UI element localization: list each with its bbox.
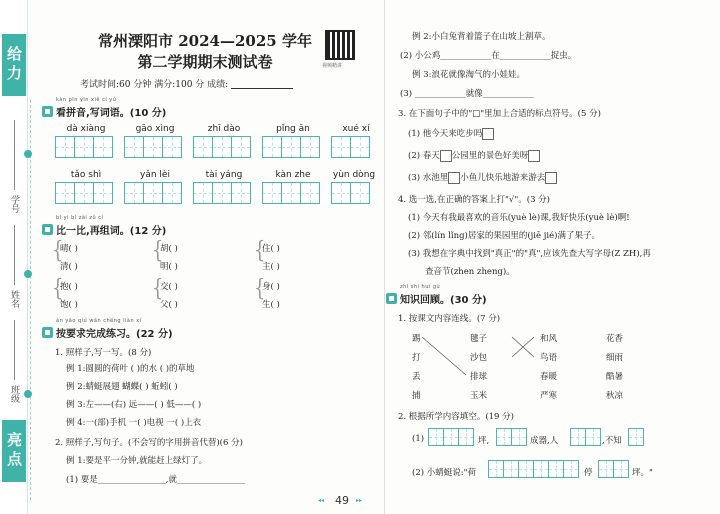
compare-item[interactable]: 晴( ) [60, 244, 78, 254]
punct-3-text-a: (3) 水池里 [408, 173, 449, 183]
match-line [422, 337, 466, 375]
brace: { [52, 274, 64, 302]
q-write-sentence: 2. 照样子,写句子。(不会写的字用拼音代替)(6 分) [55, 438, 243, 448]
compare-item[interactable]: 父( ) [160, 300, 178, 310]
label-name: 姓名 [9, 290, 19, 308]
answer-grid[interactable] [55, 182, 112, 204]
fill-2-prefix: (2) 小蜻蜓说:"荷 [412, 468, 477, 478]
pinyin-prompt: tài yáng [205, 170, 243, 180]
choose-3[interactable]: (3) 我想在字典中找到"真正"的"真",应该先查大写字母(Z ZH),再 [408, 249, 651, 259]
binding-hole [24, 150, 32, 158]
compare-item[interactable]: 明( ) [160, 262, 178, 272]
compare-item[interactable]: 交( ) [160, 282, 178, 292]
section3-heading [42, 325, 173, 340]
section-icon [42, 106, 53, 117]
compare-item[interactable]: 饱( ) [60, 300, 78, 310]
punct-3 [408, 171, 557, 184]
section-icon [42, 327, 53, 338]
q-choose: 4. 选一选,在正确的答案上打"√"。(3 分) [398, 195, 550, 205]
match-item[interactable]: 玉米 [470, 391, 488, 401]
fill-grid[interactable] [598, 460, 628, 478]
choose-3b[interactable]: 查音节(zhen zheng)。 [425, 267, 515, 277]
punct-box[interactable] [440, 150, 452, 162]
fill-grid[interactable] [570, 428, 600, 446]
exam-title-line1: 常州溧阳市 2024—2025 学年 [98, 32, 312, 50]
fill-1-b: 成器,人 [530, 436, 559, 446]
punct-box[interactable] [528, 150, 540, 162]
compare-item[interactable]: 身( ) [262, 282, 280, 292]
answer-grid[interactable] [331, 182, 369, 204]
section-icon [42, 224, 53, 235]
section1-heading [42, 104, 166, 119]
pinyin-prompt: yùn dòng [332, 170, 376, 180]
match-item[interactable]: 春暖 [540, 372, 558, 382]
match-item[interactable]: 打 [412, 353, 421, 363]
q-fill-blank: 2. 根据所学内容填空。(19 分) [398, 412, 514, 422]
pinyin-prompt: dà xiàng [66, 124, 106, 134]
match-item[interactable]: 沙包 [470, 353, 488, 363]
section2-pinyin: bǐ yi bǐ zài zǔ cí [56, 215, 104, 221]
match-item[interactable]: 细雨 [606, 353, 624, 363]
score-blank[interactable] [231, 81, 293, 89]
match-item[interactable]: 毽子 [470, 334, 488, 344]
pinyin-prompt: tǎo shì [70, 170, 102, 180]
answer-grid[interactable] [55, 136, 112, 158]
section3-pinyin: àn yāo qiú wán chéng liàn xí [56, 318, 142, 324]
page-arrow-left-icon: ◂◂ [318, 497, 325, 504]
page-arrow-right-icon: ▸▸ [356, 497, 363, 504]
label-student-id: 学号 [9, 195, 19, 213]
compare-item[interactable]: 清( ) [60, 262, 78, 272]
pinyin-prompt: zhī dào [207, 124, 241, 134]
qr-code-icon[interactable] [325, 30, 355, 60]
fill-1-prefix: (1) [412, 434, 425, 444]
fill-2-a: 停 [584, 468, 593, 478]
brace: { [152, 274, 164, 302]
section2-heading [42, 222, 166, 237]
fill-grid[interactable] [628, 428, 643, 446]
section-icon [386, 293, 397, 304]
fill-grid[interactable] [428, 428, 473, 446]
section4-title: 知识回顾。(30 分) [400, 295, 487, 306]
tab-top: 给力 [2, 34, 26, 96]
match-item[interactable]: 和风 [540, 334, 558, 344]
match-item[interactable]: 踢 [412, 334, 421, 344]
section4-pinyin: zhī shi huí gù [400, 284, 441, 290]
q-punctuation: 3. 在下面句子中的"□"里加上合适的标点符号。(5 分) [398, 109, 601, 119]
punct-box[interactable] [482, 128, 494, 140]
exam-info [80, 77, 293, 90]
answer-grid[interactable] [262, 182, 319, 204]
pinyin-prompt: xué xí [342, 124, 370, 134]
brace: { [152, 236, 164, 264]
pinyin-prompt: gāo xìng [135, 124, 175, 134]
tab-bottom: 亮点 [2, 420, 26, 482]
answer-grid[interactable] [193, 136, 250, 158]
example-3[interactable]: 例 3:左——(右) 远——( ) 低——( ) [66, 400, 202, 410]
exam-info-text: 考试时间:60 分钟 满分:100 分 成绩: [80, 80, 229, 90]
match-item[interactable]: 秋凉 [606, 391, 624, 401]
page-number: 49 [335, 494, 349, 507]
punct-box[interactable] [448, 172, 460, 184]
match-item[interactable]: 排球 [470, 372, 488, 382]
match-item[interactable]: 花香 [606, 334, 624, 344]
section2-title: 比一比,再组词。(12 分) [56, 226, 167, 237]
brace: { [52, 236, 64, 264]
pinyin-prompt: pǐng ān [276, 124, 310, 134]
compare-item[interactable]: 生( ) [262, 300, 280, 310]
match-item[interactable]: 鸟语 [540, 353, 558, 363]
punct-box[interactable] [545, 172, 557, 184]
compare-item[interactable]: 抱( ) [60, 282, 78, 292]
answer-grid[interactable] [124, 182, 181, 204]
punct-3-text-b: 小鱼儿快乐地游来游去 [460, 173, 546, 183]
match-item[interactable]: 酷暑 [606, 372, 624, 382]
page-fold [384, 0, 385, 514]
section1-title: 看拼音,写词语。(10 分) [56, 108, 167, 119]
student-id-line [14, 120, 15, 190]
right-example-3: 例 3:浪花就像淘气的小娃娃。 [412, 70, 525, 80]
pinyin-prompt: yǎn lèi [140, 170, 170, 180]
q-copy-pattern: 1. 照样子,写一写。(8 分) [55, 348, 152, 358]
right-example-2: 例 2:小白兔背着篮子在山坡上割草。 [412, 32, 551, 42]
punct-2-text-b: 公园里的景色好美呀 [451, 151, 529, 161]
class-line [14, 320, 15, 380]
section3-title: 按要求完成练习。(22 分) [56, 329, 173, 340]
answer-grid[interactable] [331, 136, 369, 158]
fill-grid[interactable] [488, 460, 578, 478]
match-item[interactable]: 严寒 [540, 391, 558, 401]
compare-item[interactable]: 主( ) [262, 262, 280, 272]
answer-grid[interactable] [262, 136, 319, 158]
section4-heading [386, 291, 487, 306]
binding-hole [24, 270, 32, 278]
cut-line [30, 100, 31, 500]
example-1[interactable]: 例 1:圆圆的荷叶 ( )的水 ( )的草地 [66, 364, 195, 374]
punct-1-text: (1) 他今天来吃步吗 [408, 129, 483, 139]
sentence-answer-1[interactable]: (1) 要是________________,就________________ [66, 475, 245, 485]
compare-item[interactable]: 胡( ) [160, 244, 178, 254]
binding-hole [24, 390, 32, 398]
qr-label: 视频精讲 [322, 63, 343, 69]
right-answer-2[interactable]: (2) 小公鸡____________在____________捉虫。 [400, 51, 577, 61]
fill-1-a: 坪, [478, 436, 490, 446]
sentence-example: 例 1:要是平一分钟,就能赶上绿灯了。 [66, 456, 208, 466]
brace: { [254, 236, 266, 264]
match-item[interactable]: 捕 [412, 391, 421, 401]
punct-2 [408, 149, 540, 162]
fill-1-c: ,不知 [602, 436, 622, 446]
exam-title-line2: 第二学期期末测试卷 [137, 53, 273, 71]
punct-2-text-a: (2) 春天 [408, 151, 440, 161]
answer-grid[interactable] [193, 182, 250, 204]
fill-2-b: 坪。" [632, 468, 653, 478]
section1-pinyin: kàn pīn yīn xiě cí yǔ [56, 97, 117, 103]
punct-1 [408, 127, 494, 140]
label-class: 班级 [9, 385, 19, 403]
match-item[interactable]: 丢 [412, 372, 421, 382]
choose-2[interactable]: (2) 邻(lín lǐng)居家的果园里的(jiē jié)满了果子。 [408, 231, 600, 241]
fill-grid[interactable] [496, 428, 526, 446]
right-answer-3[interactable]: (3) ____________就像____________ [400, 89, 534, 99]
match-lines [400, 325, 640, 405]
example-2[interactable]: 例 2:蜻蜓展翅 蝴蝶( ) 蚯蚓( ) [66, 382, 178, 392]
answer-grid[interactable] [124, 136, 181, 158]
example-4[interactable]: 例 4:一(部)手机 一( )电视 一( )上衣 [66, 418, 202, 428]
q-match: 1. 按课文内容连线。(7 分) [398, 314, 501, 324]
compare-item[interactable]: 住( ) [262, 244, 280, 254]
pinyin-prompt: kàn zhe [275, 170, 311, 180]
brace: { [254, 274, 266, 302]
choose-1[interactable]: (1) 今天有我最喜欢的音乐(yuè lè)课,我好快乐(yuè lè)啊! [408, 213, 630, 223]
name-line [14, 225, 15, 285]
